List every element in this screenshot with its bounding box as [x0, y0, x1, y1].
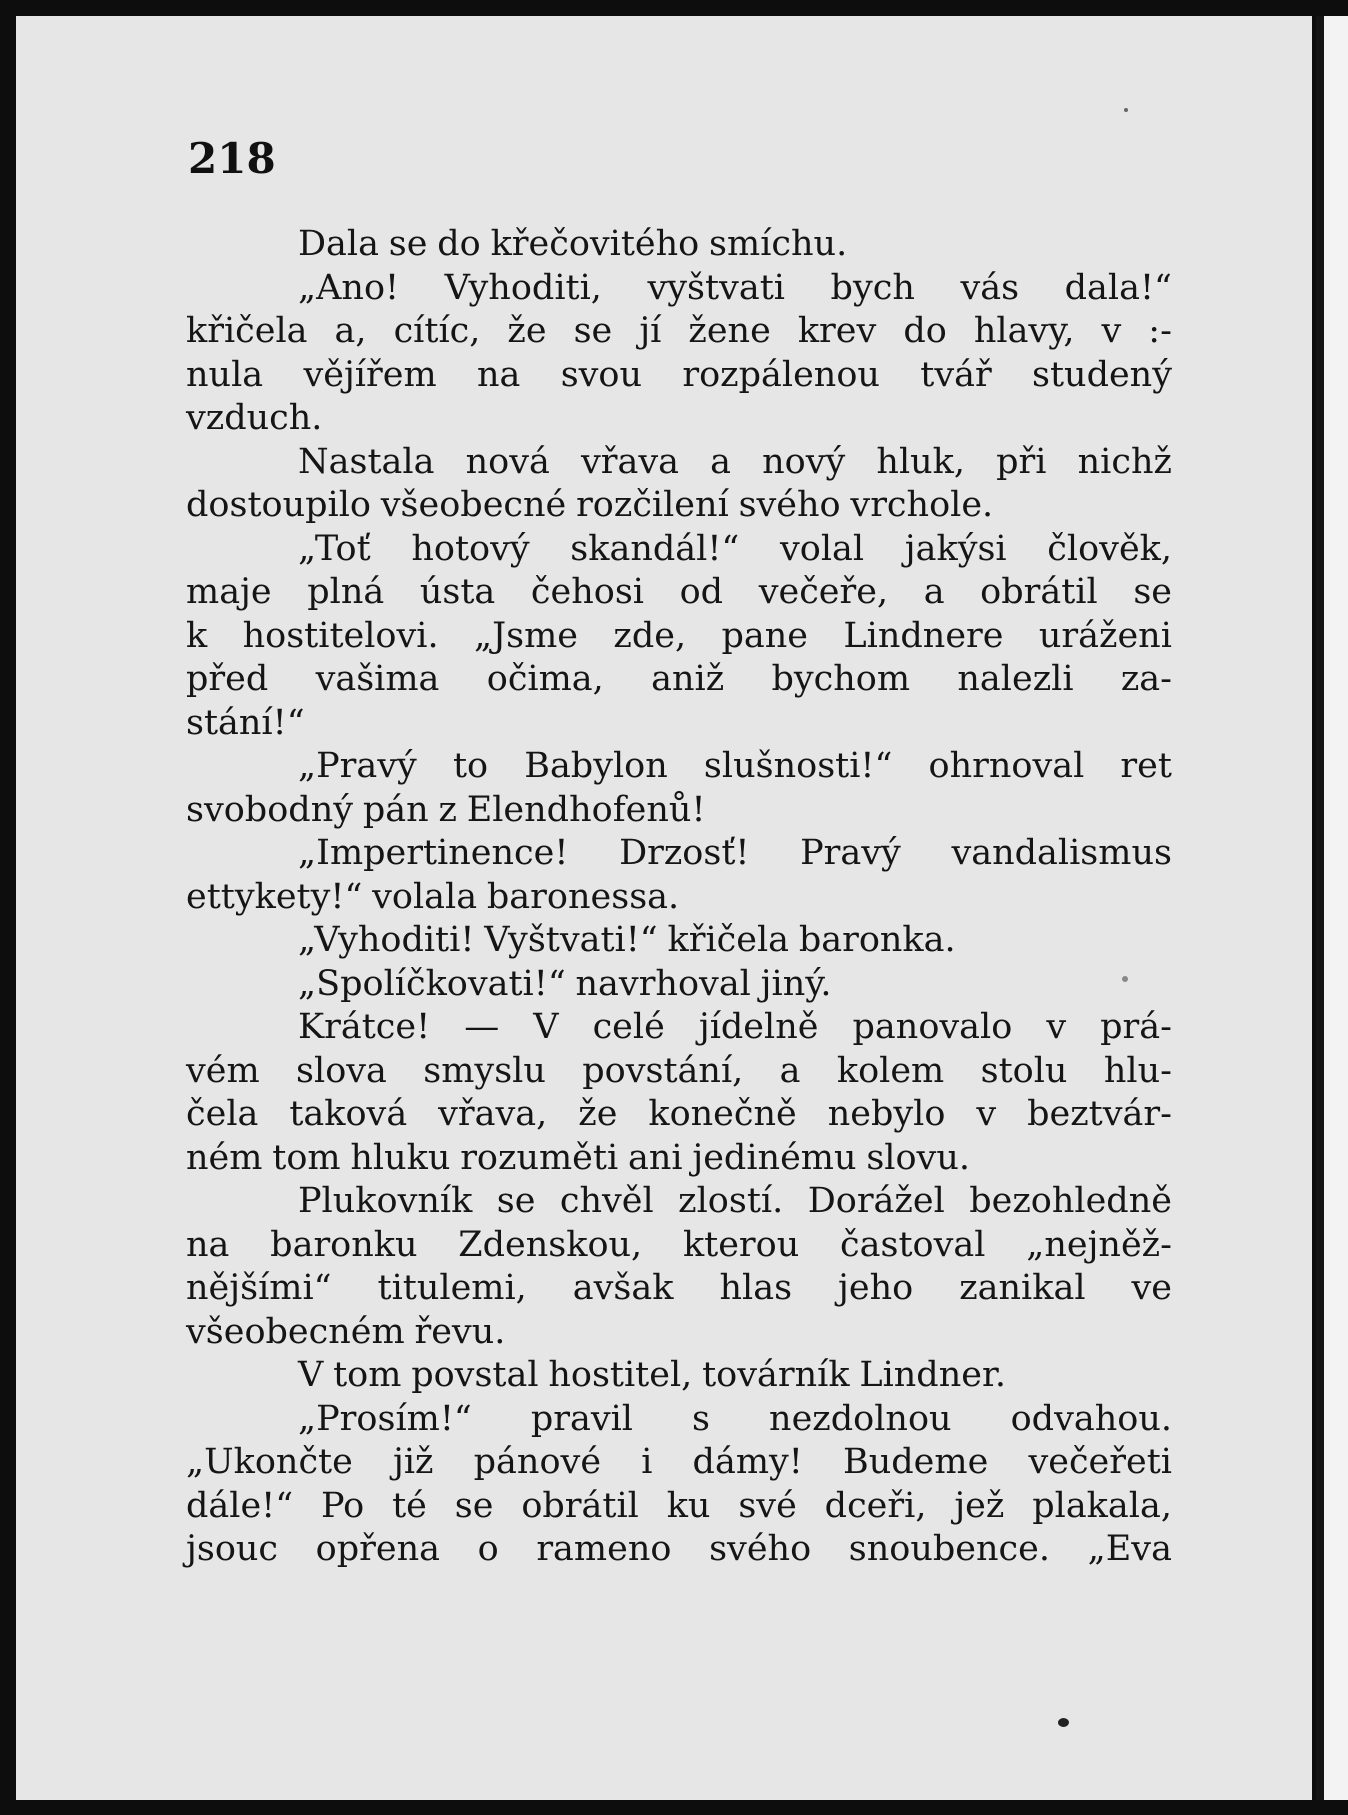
text-line: „Prosím!“ pravil s nezdolnou odvahou.	[298, 1398, 1172, 1439]
text-line: Dala se do křečovitého smíchu.	[298, 224, 848, 264]
text-line: „Pravý to Babylon slušnosti!“ ohrnoval ret	[298, 746, 1172, 786]
ink-speck	[1122, 976, 1128, 982]
text-line: Krátce! — V celé jídelně panovalo v prá-	[298, 1007, 1172, 1047]
text-line: „Impertinence! Drzosť! Pravý vandalismus	[298, 833, 1172, 873]
body-text	[186, 223, 1172, 1572]
text-line: Plukovník se chvěl zlostí. Dorážel bezohledně	[298, 1181, 1172, 1221]
text-line: „Ano! Vyhoditi, vyštvati bych vás dala!“	[298, 267, 1172, 308]
text-line: svobodný pán z Elendhofenů!	[186, 789, 706, 830]
text-line: k hostitelovi. „Jsme zde, pane Lindnere uráženi	[186, 615, 1172, 656]
ink-speck	[1058, 1718, 1069, 1727]
text-line: na baronku Zdenskou, kterou častoval „nejněž-	[186, 1224, 1172, 1265]
text-line: stání!“	[186, 702, 305, 743]
text-line: všeobecném řevu.	[186, 1311, 506, 1352]
text-line: dostoupilo všeobecné rozčilení svého vrchole.	[186, 485, 994, 525]
text-line: vzduch.	[186, 398, 323, 438]
text-line: čela taková vřava, že konečně nebylo v beztvár-	[186, 1094, 1172, 1134]
text-line: „Spolíčkovati!“ navrhoval jiný.	[298, 963, 832, 1004]
text-line: ném tom hluku rozuměti ani jedinému slovu.	[186, 1137, 970, 1178]
page-number: 218	[188, 134, 276, 183]
text-line: jsouc opřena o rameno svého snoubence. „Eva	[186, 1529, 1172, 1569]
text-line: vém slova smyslu povstání, a kolem stolu hlu-	[186, 1050, 1172, 1091]
text-line: V tom povstal hostitel, továrník Lindner.	[298, 1355, 1006, 1395]
page-edge-rule	[1316, 16, 1324, 1800]
text-line: nějšími“ titulemi, avšak hlas jeho zanikal ve	[186, 1268, 1172, 1308]
ink-speck	[1124, 108, 1128, 112]
text-line: dále!“ Po té se obrátil ku své dceři, jež plakala,	[186, 1485, 1172, 1526]
book-page	[16, 16, 1312, 1800]
text-line: křičela a, cítíc, že se jí žene krev do hlavy, v :-	[186, 311, 1172, 351]
text-line: Nastala nová vřava a nový hluk, při nichž	[298, 441, 1172, 482]
text-line: „Toť hotový skandál!“ volal jakýsi člověk,	[298, 528, 1172, 569]
text-line: nula vějířem na svou rozpálenou tvář studený	[186, 354, 1172, 395]
text-line: „Ukončte již pánové i dámy! Budeme večeřeti	[186, 1442, 1172, 1482]
facing-page-edge	[1324, 16, 1348, 1800]
text-line: „Vyhoditi! Vyštvati!“ křičela baronka.	[298, 920, 956, 960]
text-line: ettykety!“ volala baronessa.	[186, 876, 680, 917]
text-line: před vašima očima, aniž bychom nalezli za-	[186, 659, 1172, 699]
text-line: maje plná ústa čehosi od večeře, a obrátil se	[186, 572, 1172, 612]
